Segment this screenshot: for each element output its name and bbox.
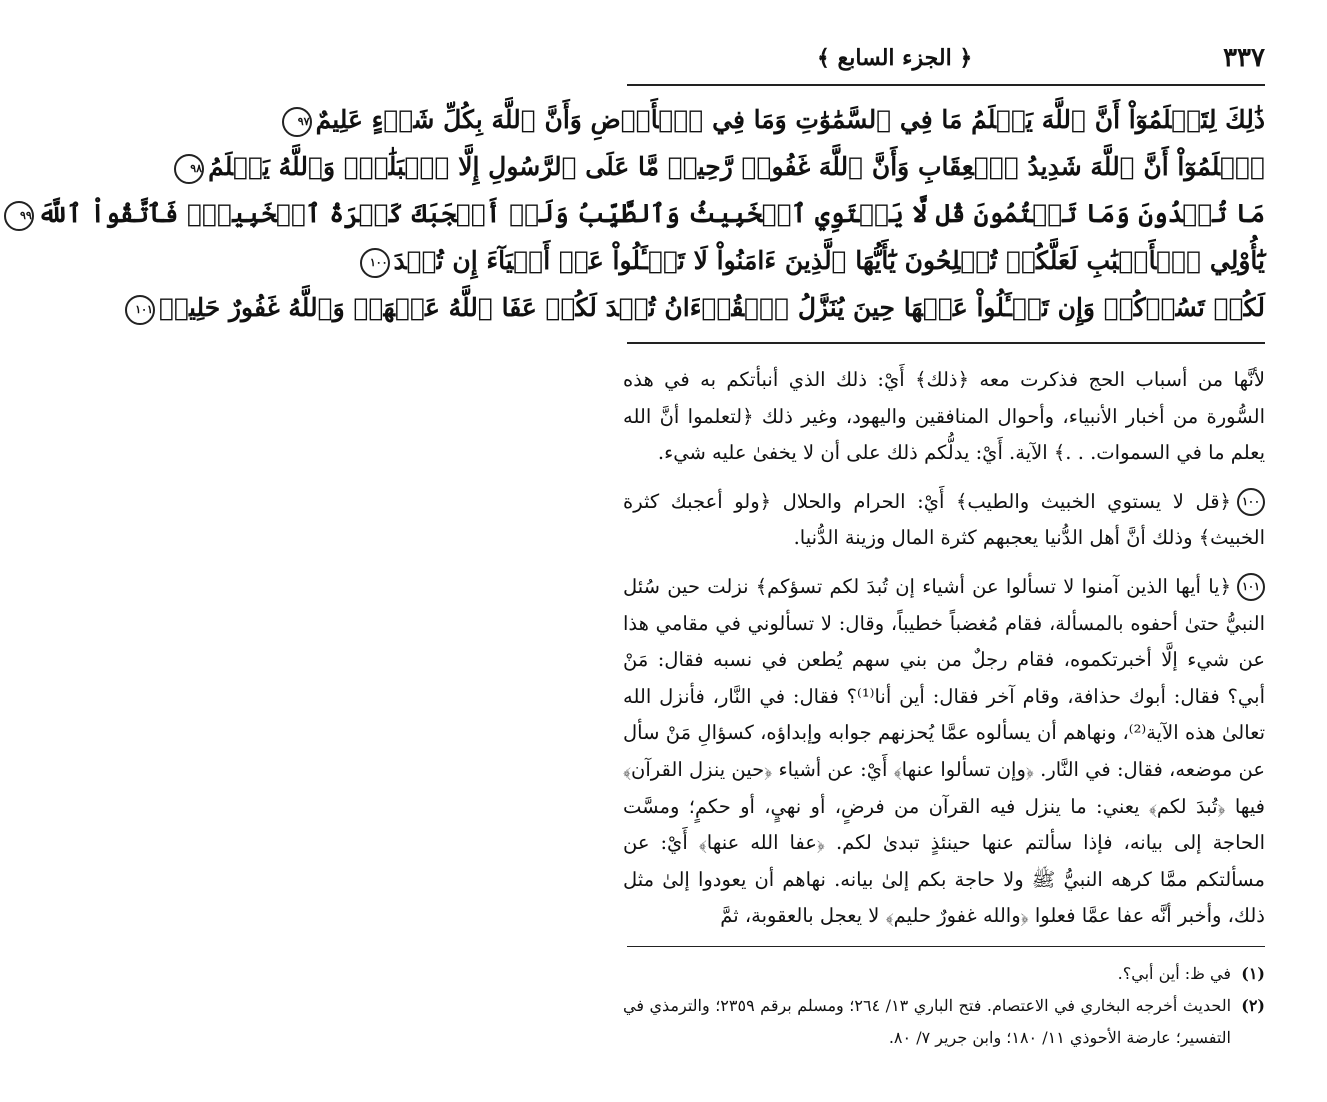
footnote-item (623, 958, 1265, 990)
quran-line-text: مَا تُبۡدُونَ وَمَا تَكۡتُمُونَ قُل لَّا يَسۡتَوِي ٱلۡخَبِيثُ وَٱلطَّيِّبُ وَلَوۡ أَعۡجَبَكَ كَثۡرَةُ ٱلۡخَبِيثِۚ فَٱتَّقُواْ ٱللَّهَ (37, 199, 1265, 228)
quran-line-text: ٱعۡلَمُوٓاْ أَنَّ ٱللَّهَ شَدِيدُ ٱلۡعِقَابِ وَأَنَّ ٱللَّهَ غَفُورٞ رَّحِيمٞ مَّا عَلَى ٱلرَّسُولِ إِلَّا ٱلۡبَلَٰغُۗ وَٱللَّهُ يَعۡلَمُ (208, 152, 1265, 181)
ayah-number-marker: ٩٩ (4, 201, 34, 231)
commentary-paragraph-text: ﴿قل لا يستوي الخبيث والطيب﴾ أَيْ: الحرام والحلال ﴿ولو أعجبك كثرة الخبيث﴾ وذلك أنَّ أهل الدُّنيا يعجبهم كثرة المال وزينة الدُّنيا. (623, 489, 1265, 550)
quran-line-text: لَكُمۡ تَسُؤۡكُمۡ وَإِن تَسۡـَٔلُواْ عَنۡهَا حِينَ يُنَزَّلُ ٱلۡقُرۡءَانُ تُبۡدَ لَكُمۡ عَفَا ٱللَّهُ عَنۡهَاۗ وَٱللَّهُ غَفُورٌ حَلِيمٞ (158, 293, 1265, 322)
page-header (627, 38, 1265, 78)
ayah-number-marker: ٩٧ (282, 107, 312, 137)
footnote-divider (627, 946, 1265, 947)
commentary-body (623, 362, 1265, 947)
footnotes (623, 958, 1265, 1054)
quran-line (135, 284, 1265, 331)
verse-number-marker: ١٠١ (1237, 573, 1265, 601)
footnote-item (623, 990, 1265, 1054)
footnote-number: (٢) (1241, 996, 1265, 1015)
part-title: ﴿ الجزء السابع ﴾ (817, 45, 973, 71)
commentary-paragraph: لأنَّها من أسباب الحج فذكرت معه ﴿ذلك﴾ أَيْ: ذلك الذي أنبأتكم به في هذه السُّورة من أخبار الأنبياء، وأحوال المنافقين واليهود، وغير ذلك ﴿لتعلموا أنَّ الله يعلم ما في السموات. . .﴾ الآية. أَيْ: يدلُّكم ذلك على أن لا يخفىٰ عليه شيء. (623, 368, 1265, 465)
header-divider (627, 84, 1265, 86)
quran-line (190, 143, 1265, 190)
page-number: ٣٣٧ (1223, 43, 1265, 73)
footnote-number: (١) (1241, 964, 1265, 983)
commentary-paragraph-text: ﴿يا أيها الذين آمنوا لا تسألوا عن أشياء إن تُبدَ لكم تسؤكم﴾ نزلت حين سُئل النبيُّ حتىٰ أحفوه بالمسألة، فقام مُغضباً خطيباً، وقال: لا تسألوني في مقامي هذا عن شيء إلَّا أخبرتكموه، فقام رجلٌ من بني سهم يُطعن في نسبه فقال: مَنْ أبي؟ فقال: أبوك حذافة، وقام آخر فقال: أين أنا⁽¹⁾؟ فقال: في النَّار، فأنزل الله تعالىٰ هذه الآية⁽²⁾، ونهاهم أن يسألوه عمَّا يُحزنهم جوابه وإبداؤه، كسؤالِ مَنْ سأل عن موضعه، فقال: في النَّار. ﴿وإن تسألوا عنها﴾ أَيْ: عن أشياء ﴿حين ينزل القرآن﴾ فيها ﴿تُبدَ لكم﴾ يعني: ما ينزل فيه القرآن من فرضٍ، أو نهيٍ، أو حكمٍ؛ ومسَّت الحاجة إلى بيانه، فإذا سألتم عنها حينئذٍ تبدىٰ لكم. ﴿عفا الله عنها﴾ أَيْ: عن مسألتكم ممَّا كرهه النبيُّ ﷺ ولا حاجة بكم إلىٰ بيانه. نهاهم أن يعودوا إلىٰ مثل ذلك، وأخبر أنَّه عفا عمَّا فعلوا ﴿والله غفورٌ حليم﴾ لا يعجل بالعقوبة، ثمَّ (623, 574, 1265, 928)
quran-line (19, 190, 1265, 237)
ayah-number-marker: ١٠٠ (360, 248, 390, 278)
commentary-paragraph (623, 484, 1265, 557)
quran-line (369, 237, 1265, 284)
quran-text-block (19, 96, 1265, 331)
quran-line (297, 96, 1265, 143)
ayah-number-marker: ١٠١ (125, 295, 155, 325)
footnote-text: في ظ: أين أبي؟. (1117, 964, 1231, 983)
commentary-paragraph (623, 569, 1265, 935)
verse-number-marker: ١٠٠ (1237, 488, 1265, 516)
footnote-text: الحديث أخرجه البخاري في الاعتصام. فتح الباري ١٣/ ٢٦٤؛ ومسلم برقم ٢٣٥٩؛ والترمذي في التفسير؛ عارضة الأحوذي ١١/ ١٨٠؛ وابن جرير ٧/ ٨٠. (623, 996, 1232, 1047)
quran-line-text: يَٰٓأُوْلِي ٱلۡأَلۡبَٰبِ لَعَلَّكُمۡ تُفۡلِحُونَ يَٰٓأَيُّهَا ٱلَّذِينَ ءَامَنُواْ لَا تَسۡـَٔلُواْ عَنۡ أَشۡيَآءَ إِن تُبۡدَ (393, 246, 1265, 275)
ayah-number-marker: ٩٨ (174, 154, 204, 184)
quran-line-text: ذَٰلِكَ لِتَعۡلَمُوٓاْ أَنَّ ٱللَّهَ يَعۡلَمُ مَا فِي ٱلسَّمَٰوَٰتِ وَمَا فِي ٱلۡأَرۡضِ وَأَنَّ ٱللَّهَ بِكُلِّ شَيۡءٍ عَلِيمٌ (315, 105, 1265, 134)
quran-divider (627, 342, 1265, 344)
